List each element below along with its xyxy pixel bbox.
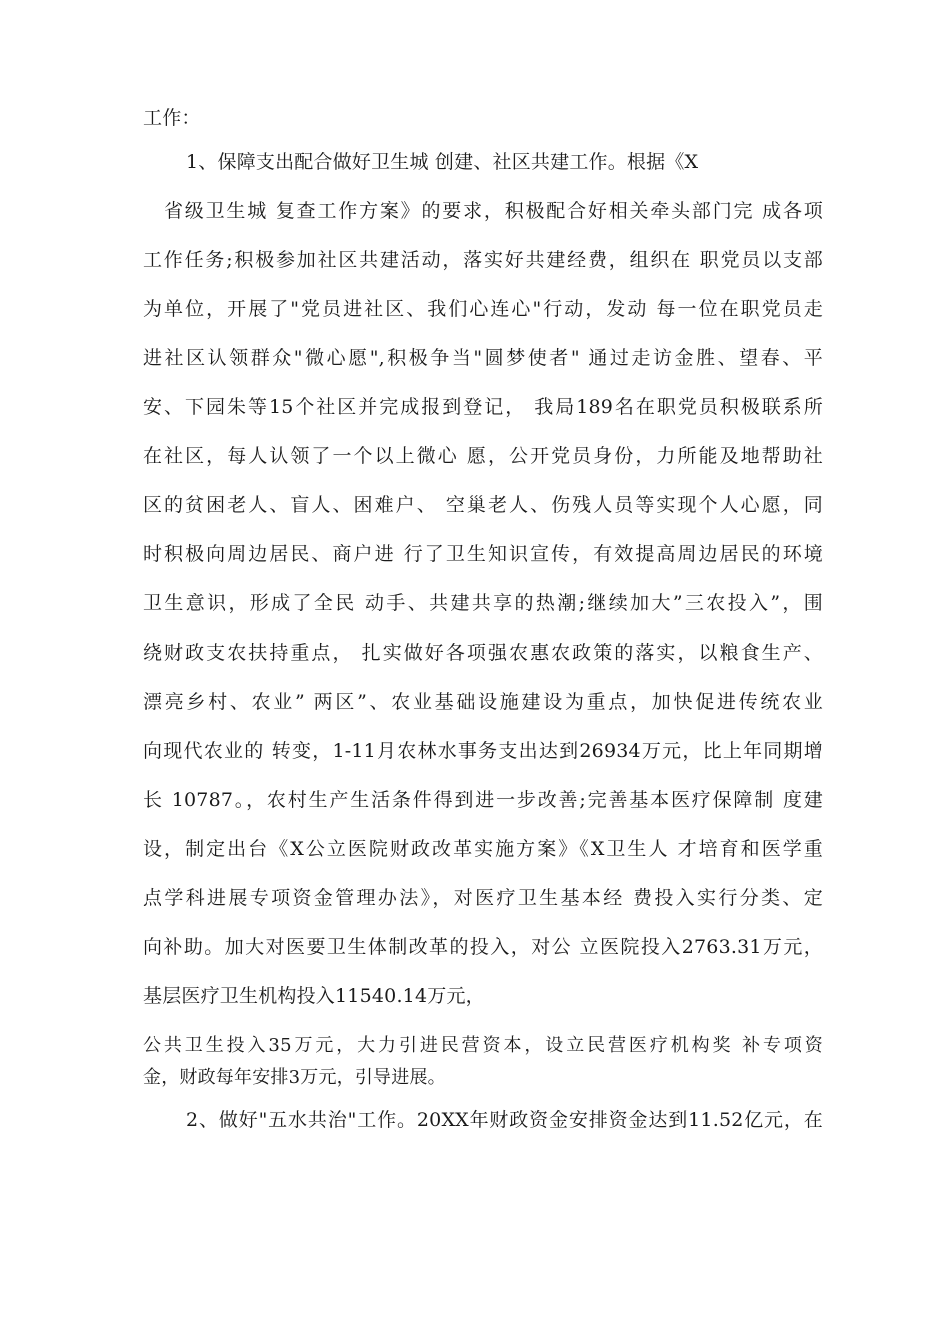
text-line-20: 公共卫生投入35万元，大力引进民营资本，设立民营医疗机构奖 补专项资 bbox=[143, 1035, 823, 1056]
text-line-18: 向补助。加大对医要卫生体制改革的投入，对公 立医院投入2763.31万元， bbox=[143, 936, 823, 958]
text-line-4: 工作任务;积极参加社区共建活动，落实好共建经费，组织在 职党员以支部 bbox=[143, 249, 823, 271]
text-line-8: 在社区，每人认领了一个以上微心 愿，公开党员身份，力所能及地帮助社 bbox=[143, 445, 823, 467]
text-line-9: 区的贫困老人、盲人、困难户、 空巢老人、伤残人员等实现个人心愿，同 bbox=[143, 494, 823, 516]
text-line-11: 卫生意识，形成了全民 动手、共建共享的热潮;继续加大”三农投入”，围 bbox=[143, 592, 823, 614]
text-line-19: 基层医疗卫生机构投入11540.14万元， bbox=[143, 985, 485, 1007]
text-line-16: 设，制定出台《X公立医院财政改革实施方案》《X卫生人 才培育和医学重 bbox=[143, 838, 823, 860]
text-line-3: 省级卫生城 复查工作方案》的要求，积极配合好相关牵头部门完 成各项 bbox=[164, 200, 823, 222]
text-line-6: 进社区认领群众"微心愿",积极争当"圆梦使者" 通过走访金胜、望春、平 bbox=[143, 347, 823, 369]
text-line-13: 漂亮乡村、农业” 两区”、农业基础设施建设为重点，加快促进传统农业 bbox=[143, 691, 823, 713]
text-line-21: 金，财政每年安排3万元，引导进展。 bbox=[143, 1067, 446, 1088]
text-line-5: 为单位，开展了"党员进社区、我们心连心"行动，发动 每一位在职党员走 bbox=[143, 298, 823, 320]
text-line-10: 时积极向周边居民、商户进 行了卫生知识宣传，有效提高周边居民的环境 bbox=[143, 543, 823, 565]
text-line-2: 1、保障支出配合做好卫生城 创建、社区共建工作。根据《X bbox=[186, 151, 699, 173]
text-line-17: 点学科进展专项资金管理办法》，对医疗卫生基本经 费投入实行分类、定 bbox=[143, 887, 823, 909]
text-line-14: 向现代农业的 转变，1-11月农林水事务支出达到26934万元，比上年同期增 bbox=[143, 740, 823, 762]
text-line-22: 2、做好"五水共治"工作。20XX年财政资金安排资金达到11.52亿元，在 bbox=[186, 1109, 823, 1131]
text-line-15: 长 10787。，农村生产生活条件得到进一步改善;完善基本医疗保障制 度建 bbox=[143, 789, 823, 811]
text-line-12: 绕财政支农扶持重点， 扎实做好各项强农惠农政策的落实，以粮食生产、 bbox=[143, 642, 823, 664]
text-line-1: 工作： bbox=[143, 107, 201, 129]
text-line-7: 安、下园朱等15个社区并完成报到登记， 我局189名在职党员积极联系所 bbox=[143, 396, 823, 418]
